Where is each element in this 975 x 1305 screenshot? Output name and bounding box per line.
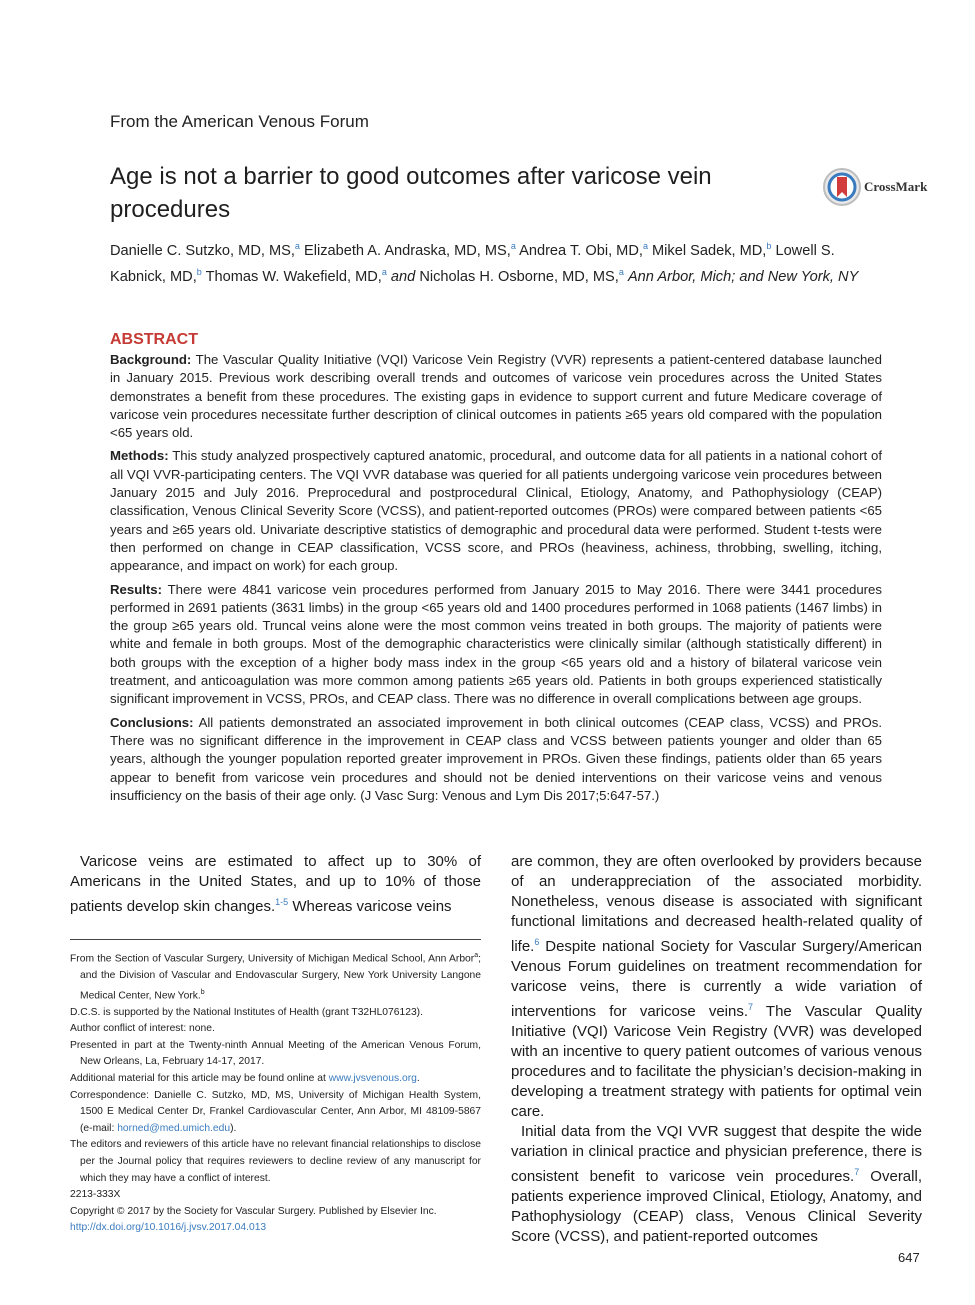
crossmark-label: CrossMark — [864, 179, 928, 194]
footnotes — [70, 948, 481, 1237]
page-number: 647 — [898, 1250, 920, 1265]
author-name: Elizabeth A. Andraska, MD, MS, — [304, 242, 511, 259]
affiliation-mark: a — [510, 241, 516, 251]
authors-and: and — [390, 268, 416, 285]
affiliation-mark: a — [294, 241, 300, 251]
abstract-results: Results: There were 4841 varicose vein procedures performed from January 2015 to May 2016. There were 3441 procedures performed in 2691 patients (3631 limbs) in the group <65 years old and 1400 procedures performed in 1068 patients (1467 limbs) in the group ≥65 years old. Truncal veins alone were the most common veins treated in both groups. The majority of patients were white and female in both groups. Most of the demographic characteristics were clinically similar (although statistically different) in both groups with the exception of a higher body mass index in the group <65 years old and a history of bilateral varicose vein treatment, and anticoagulation was more common among patients ≥65 years old. Patients in both groups experienced statistically significant improvement in VCSS, PROs, and CEAP class. There was no difference in overall complications between age groups. — [110, 581, 882, 707]
author-name: Mikel Sadek, MD, — [652, 242, 767, 259]
affiliation-mark: a — [618, 266, 624, 277]
footnote-editors: The editors and reviewers of this article have no relevant financial relationships to disclose per the Journal policy that requires reviewers to decline review of any manuscript for which they may have a conflict of interest. — [70, 1139, 481, 1184]
footnote-conflict: Author conflict of interest: none. — [70, 1023, 215, 1035]
article-title: Age is not a barrier to good outcomes after varicose vein procedures — [110, 163, 712, 223]
footnote-divider — [70, 939, 481, 940]
author-locations: Ann Arbor, Mich; and New York, NY — [627, 268, 859, 285]
body-paragraph: Initial data from the VQI VVR suggest that despite the wide variation in clinical practice and physician preference, there is consistent benefit to varicose vein procedures.$^7$ Overall, patients experience improved Clinical, Etiology, Anatomy, and Pathophysiology (CEAP) class, Venous Clinical Severity Score (VCSS), and patient-reported outcomes — [511, 1123, 922, 1245]
abstract-background: Background: The Vascular Quality Initiative (VQI) Varicose Vein Registry (VVR) represents a patient-centered database launched in January 2015. Previous work describing overall trends and outcomes of varicose vein procedures across the United States demonstrates a benefit from these procedures. The existing gaps in evidence to support current and future Medicare coverage of varicose vein procedures necessitate further description of clinical outcomes in patients ≥65 years old compared with the population <65 years old. — [110, 352, 882, 441]
footnote-additional: Additional material for this article may be found online at www.jvsvenous.org. — [70, 1073, 420, 1084]
body-paragraph: are common, they are often overlooked by providers because of an underappreciation of the associated morbidity. Nonetheless, venous disease is associated with significant functional limitations and decreased health-related quality of life.$^6$ Despite national Society for Vascular Surgery/American Venous Forum guidelines on treatment recommendation for varicose veins, there is currently a wide variation of interventions for varicose veins.$^7$ The Vascular Quality Initiative (VQI) Varicose Vein Registry (VVR) was developed with an incentive to query patient outcomes of various venous procedures and to facilitate the physician’s decision-making in developing a treatment strategy with patients for optimal vein care. — [511, 853, 922, 1120]
affiliation-mark: b — [196, 266, 202, 277]
reference-link[interactable]: 1-5 — [275, 897, 289, 907]
body-column-right — [511, 852, 922, 1247]
reference-link[interactable]: 7 — [748, 1002, 754, 1012]
section-label: From the American Venous Forum — [110, 112, 369, 131]
footnote-affiliations: From the Section of Vascular Surgery, University of Michigan Medical School, Ann Arbor$^a$; and the Division of Vascular and Endovascular Surgery, New York University Langone Medical Center, New York.$^b$ — [70, 952, 481, 1002]
abstract-methods: Methods: This study analyzed prospectively captured anatomic, procedural, and outcome data for all patients in a national cohort of all VQI VVR-participating centers. The VQI VVR database was queried for all patients undergoing varicose vein procedures between January 2015 and July 2016. Preprocedural and postprocedural Clinical, Etiology, Anatomy, and Pathophysiology (CEAP) classification, Venous Clinical Severity Score (VCSS), and patient-reported outcomes (PROs) were compared between patients <65 years and ≥65 years old. Univariate descriptive statistics of demographic and procedural data were performed. Student t-tests were then performed on change in CEAP classification, VCSS score, and PROs (heaviness, achiness, throbbing, swelling, itching, appearance, and impact on work) for each group. — [110, 448, 882, 574]
affiliation-mark: b — [766, 241, 772, 251]
doi-link[interactable]: http://dx.doi.org/10.1016/j.jvsv.2017.04.013 — [70, 1222, 267, 1234]
email-link[interactable]: horned@med.umich.edu — [117, 1122, 231, 1134]
reference-link[interactable]: 7 — [854, 1167, 860, 1177]
journal-link[interactable]: www.jvsvenous.org — [328, 1073, 417, 1084]
abstract-body — [110, 351, 882, 810]
footnote-presented: Presented in part at the Twenty-ninth Annual Meeting of the American Venous Forum, New Orleans, La, February 14-17, 2017. — [70, 1039, 481, 1068]
body-column-left: Varicose veins are estimated to affect up to 30% of Americans in the United States, and up to 10% of those patients develop skin changes.$^{1-5}$ Whereas varicose veins — [70, 853, 481, 915]
results-label: Results: — [110, 581, 163, 597]
affiliation-mark: a — [642, 241, 648, 251]
conclusions-label: Conclusions: — [110, 714, 194, 730]
author-name: Lowell S. Kabnick, MD, — [110, 242, 835, 285]
author-list — [110, 236, 882, 288]
issn: 2213-333X — [70, 1189, 121, 1201]
author-name: Danielle C. Sutzko, MD, MS, — [110, 242, 295, 259]
author-name: Andrea T. Obi, MD, — [519, 242, 643, 259]
background-label: Background: — [110, 352, 192, 367]
methods-label: Methods: — [110, 448, 169, 464]
copyright: Copyright © 2017 by the Society for Vascular Surgery. Published by Elsevier Inc. — [70, 1205, 437, 1217]
abstract-conclusions: Conclusions: All patients demonstrated an associated improvement in both clinical outcomes (CEAP class, VCSS) and PROs. There was no significant difference in the improvement in CEAP class and VCSS between patients younger and older than 65 years, although the younger population reported greater improvement in PROs. Given these findings, patients older than 65 years appear to benefit from varicose vein procedures and should not be denied interventions on their varicose veins and venous insufficiency on the basis of their age only. (J Vasc Surg: Venous and Lym Dis 2017;5:647-57.) — [110, 714, 883, 803]
footnote-support: D.C.S. is supported by the National Institutes of Health (grant T32HL076123). — [70, 1006, 423, 1018]
crossmark-icon — [822, 167, 862, 207]
author-name: Nicholas H. Osborne, MD, MS, — [419, 268, 619, 285]
affiliation-mark: a — [381, 266, 387, 277]
abstract-heading: ABSTRACT — [110, 331, 198, 348]
crossmark-badge[interactable] — [822, 166, 932, 208]
reference-link[interactable]: 6 — [534, 937, 540, 947]
author-name: Thomas W. Wakefield, MD, — [205, 268, 382, 285]
footnote-correspondence: Correspondence: Danielle C. Sutzko, MD, MS, University of Michigan Health System, 1500 E Medical Center Dr, Frankel Cardiovascular Center, Ann Arbor, MI 48109-5867 (e-mail: horned@med.umich.edu). — [70, 1089, 481, 1134]
